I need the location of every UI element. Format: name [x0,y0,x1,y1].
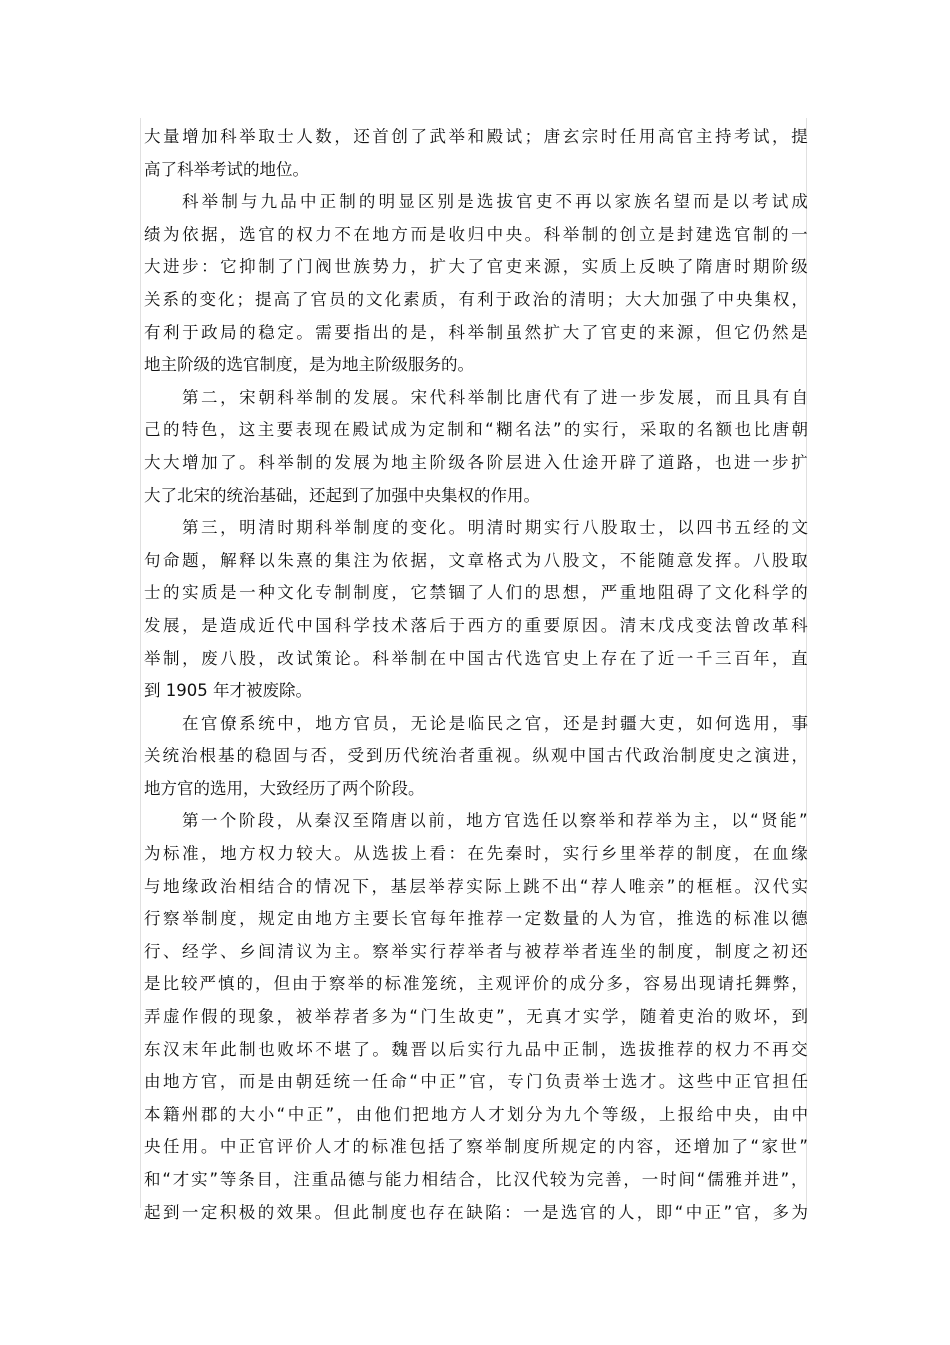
text-line: 绩 为 依 据 ， 选 官 的 权 力 不 在 地 方 而 是 收 归 中 央 。 科 举 制 的 创 立 是 封 建 选 官 制 的 一 [144,224,808,244]
text-line: 在 官 僚 系 统 中 ， 地 方 官 员 ， 无 论 是 临 民 之 官 ， 还 是 封 疆 大 吏 ， 如 何 选 用 ， 事 [182,713,808,733]
text-line: 行 察 举 制 度 ， 规 定 由 地 方 主 要 长 官 每 年 推 荐 一 定 数 量 的 人 为 官 ， 推 选 的 标 准 以 德 [144,909,808,929]
text-line: 第 三 ， 明 清 时 期 科 举 制 度 的 变 化 。 明 清 时 期 实 行 八 股 取 士 ， 以 四 书 五 经 的 文 [182,518,808,538]
text-line: 是 比 较 严 慎 的 ， 但 由 于 察 举 的 标 准 笼 统 ， 主 观 评 价 的 成 分 多 ， 容 易 出 现 请 托 舞 弊 ， [144,974,808,994]
document-body [144,121,808,1229]
text-line: 科 举 制 与 九 品 中 正 制 的 明 显 区 别 是 选 拔 官 吏 不 再 以 家 族 名 望 而 是 以 考 试 成 [182,192,808,212]
text-line: 行 、 经 学 、 乡 闾 清 议 为 主 。 察 举 实 行 荐 举 者 与 被 荐 举 者 连 坐 的 制 度 ， 制 度 之 初 还 [144,941,808,961]
text-line: 大 进 步 ： 它 抑 制 了 门 阀 世 族 势 力 ， 扩 大 了 官 吏 来 源 ， 实 质 上 反 映 了 隋 唐 时 期 阶 级 [144,257,808,277]
text-line: 发 展 ， 是 造 成 近 代 中 国 科 学 技 术 落 后 于 西 方 的 重 要 原 因 。 清 末 戊 戌 变 法 曾 改 革 科 [144,615,808,635]
text-line: 士 的 实 质 是 一 种 文 化 专 制 制 度 ， 它 禁 锢 了 人 们 的 思 想 ， 严 重 地 阻 碍 了 文 化 科 学 的 [144,583,808,603]
text-line: 本 籍 州 郡 的 大 小 “ 中 正 ” ， 由 他 们 把 地 方 人 才 划 分 为 九 个 等 级 ， 上 报 给 中 央 ， 由 中 [144,1104,808,1124]
text-line: 关 统 治 根 基 的 稳 固 与 否 ， 受 到 历 代 统 治 者 重 视 。 纵 观 中 国 古 代 政 治 制 度 史 之 演 进 ， [144,746,808,766]
text-line: 为 标 准 ， 地 方 权 力 较 大 。 从 选 拔 上 看 ： 在 先 秦 时 ， 实 行 乡 里 举 荐 的 制 度 ， 在 血 缘 [144,844,808,864]
text-line: 大 大 增 加 了 。 科 举 制 的 发 展 为 地 主 阶 级 各 阶 层 进 入 仕 途 开 辟 了 道 路 ， 也 进 一 步 扩 [144,452,808,472]
text-line: 地主阶级的选官制度，是为地主阶级服务的。 [144,355,474,375]
text-line: 有 利 于 政 局 的 稳 定 。 需 要 指 出 的 是 ， 科 举 制 虽 然 扩 大 了 官 吏 的 来 源 ， 但 它 仍 然 是 [144,322,808,342]
text-line: 弄 虚 作 假 的 现 象 ， 被 举 荐 者 多 为 “ 门 生 故 吏 ” ， 无 真 才 实 学 ， 随 着 吏 治 的 败 坏 ， 到 [144,1007,808,1027]
text-line: 大了北宋的统治基础，还起到了加强中央集权的作用。 [144,485,540,505]
text-line: 央 任 用 。 中 正 官 评 价 人 才 的 标 准 包 括 了 察 举 制 度 所 规 定 的 内 容 ， 还 增 加 了 “ 家 世 ” [144,1137,808,1157]
text-line: 第 二 ， 宋 朝 科 举 制 的 发 展 。 宋 代 科 举 制 比 唐 代 有 了 进 一 步 发 展 ， 而 且 具 有 自 [182,387,808,407]
text-line: 地方官的选用，大致经历了两个阶段。 [144,778,425,798]
text-line: 和 “ 才 实 ” 等 条 目 ， 注 重 品 德 与 能 力 相 结 合 ， 比 汉 代 较 为 完 善 ， 一 时 间 “ 儒 雅 并 进 ” ， [144,1170,808,1189]
text-line: 起 到 一 定 积 极 的 效 果 。 但 此 制 度 也 存 在 缺 陷 ： 一 是 选 官 的 人 ， 即 “ 中 正 ” 官 ， 多 为 [144,1202,808,1222]
text-line: 与 地 缘 政 治 相 结 合 的 情 况 下 ， 基 层 举 荐 实 际 上 跳 不 出 “ 荐 人 唯 亲 ” 的 框 框 。 汉 代 实 [144,876,808,896]
text-line: 到 1905 年才被废除。 [144,681,312,701]
text-line: 大 量 增 加 科 举 取 士 人 数 ， 还 首 创 了 武 举 和 殿 试 ； 唐 玄 宗 时 任 用 高 官 主 持 考 试 ， 提 [144,127,808,146]
text-line: 举 制 ， 废 八 股 ， 改 试 策 论 。 科 举 制 在 中 国 古 代 选 官 史 上 存 在 了 近 一 千 三 百 年 ， 直 [144,648,808,668]
text-line: 己 的 特 色 ， 这 主 要 表 现 在 殿 试 成 为 定 制 和 “ 糊 名 法 ” 的 实 行 ， 采 取 的 名 额 也 比 唐 朝 [144,420,808,440]
text-line: 第 一 个 阶 段 ， 从 秦 汉 至 隋 唐 以 前 ， 地 方 官 选 任 以 察 举 和 荐 举 为 主 ， 以 “ 贤 能 ” [182,811,808,831]
text-line: 东 汉 末 年 此 制 也 败 坏 不 堪 了 。 魏 晋 以 后 实 行 九 品 中 正 制 ， 选 拔 推 荐 的 权 力 不 再 交 [144,1039,808,1059]
text-line: 句 命 题 ， 解 释 以 朱 熹 的 集 注 为 依 据 ， 文 章 格 式 为 八 股 文 ， 不 能 随 意 发 挥 。 八 股 取 [144,550,808,570]
text-line: 由 地 方 官 ， 而 是 由 朝 廷 统 一 任 命 “ 中 正 ” 官 ， 专 门 负 责 举 士 选 才 。 这 些 中 正 官 担 任 [144,1072,808,1092]
text-line: 高了科举考试的地位。 [144,159,309,179]
text-line: 关 系 的 变 化 ； 提 高 了 官 员 的 文 化 素 质 ， 有 利 于 政 治 的 清 明 ； 大 大 加 强 了 中 央 集 权 ， [144,289,808,309]
